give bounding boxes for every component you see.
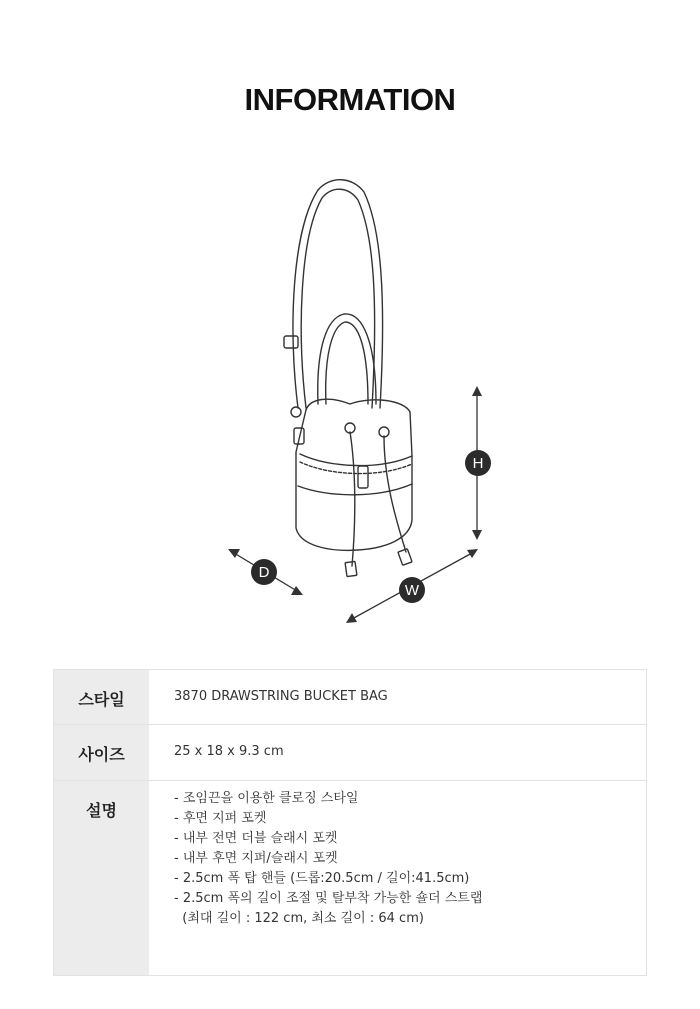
page-title: INFORMATION <box>244 82 456 117</box>
spec-label-size: 사이즈 <box>78 745 125 764</box>
spec-label-cell <box>54 781 149 975</box>
spec-row-description <box>54 781 646 975</box>
width-badge <box>399 577 425 603</box>
spec-table <box>53 669 647 976</box>
spec-label-cell <box>54 725 149 780</box>
depth-badge <box>251 559 277 585</box>
spec-label-description: 설명 <box>86 801 117 820</box>
spec-label-cell <box>54 670 149 724</box>
spec-value-size: 25 x 18 x 9.3 cm <box>174 744 284 759</box>
depth-label: D <box>258 564 270 581</box>
drawstring-cords <box>345 423 412 577</box>
spec-label-style: 스타일 <box>78 690 125 709</box>
width-label: W <box>404 582 420 599</box>
top-handle <box>318 314 376 404</box>
height-badge <box>465 450 491 476</box>
spec-row-style <box>54 670 646 725</box>
description-line: - 2.5cm 폭의 길이 조절 및 탈부착 가능한 숄더 스트랩 <box>174 891 483 906</box>
bag-line-illustration <box>0 160 700 630</box>
spec-row-size <box>54 725 646 781</box>
spec-description-list <box>174 789 482 929</box>
description-line: (최대 길이 : 122 cm, 최소 길이 : 64 cm) <box>174 911 424 926</box>
bag-body <box>294 399 412 550</box>
spec-value-style: 3870 DRAWSTRING BUCKET BAG <box>174 689 388 704</box>
description-line: - 내부 전면 더블 슬래시 포켓 <box>174 831 338 846</box>
description-line: - 내부 후면 지퍼/슬래시 포켓 <box>174 851 338 866</box>
height-label: H <box>472 455 484 472</box>
description-line: - 후면 지퍼 포켓 <box>174 811 267 826</box>
description-line: - 조임끈을 이용한 클로징 스타일 <box>174 791 359 806</box>
description-line: - 2.5cm 폭 탑 핸들 (드롭:20.5cm / 길이:41.5cm) <box>174 871 470 886</box>
